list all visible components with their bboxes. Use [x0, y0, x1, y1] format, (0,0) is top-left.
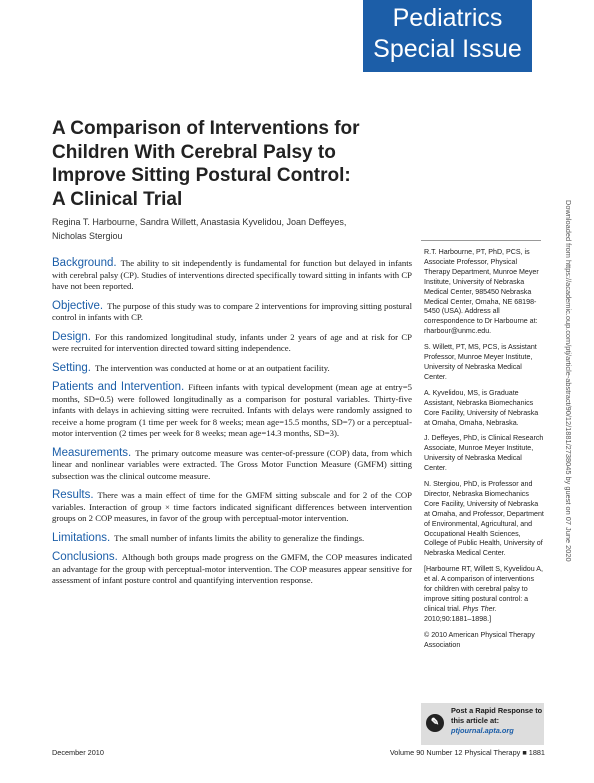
abstract-measurements — [52, 448, 412, 483]
abstract-limitations — [52, 533, 412, 545]
abstract-objective — [52, 301, 412, 324]
abstract-background — [52, 258, 412, 293]
section-heading: Measurements. — [52, 446, 132, 459]
citation-pre: [Harbourne RT, Willett S, Kyvelidou A, et al. A comparison of interventions for children with cerebral palsy to improve sitting postural control: a clinical trial. — [424, 565, 543, 613]
section-heading: Setting. — [52, 361, 91, 374]
citation-post: 2010;90:1881–1898.] — [424, 614, 492, 623]
author-affiliations — [424, 248, 544, 657]
download-stamp-text: Downloaded from https://academic.oup.com/ptj/article-abstract/90/12/1881/2738045 by guest on 07 June 2020 — [564, 200, 573, 562]
section-text: Fifteen infants with typical development (mean age at entry=5 months, SD=0.5) were followed longitudinally as a comparison for postural variables. Thirty-five infants with delays in achieving sitting were recruited. Infants with delays were randomly assigned to receive a home program (1 time per week for 8 weeks; mean age=15.5 months, SD=7) or a perceptual-motor intervention (2 times per week for 8 weeks; mean age=14.3 months, SD=3). — [52, 382, 412, 438]
title-line: A Clinical Trial — [52, 188, 183, 210]
section-heading: Objective. — [52, 299, 104, 312]
banner-line-1: Pediatrics — [392, 4, 503, 32]
rapid-response-box[interactable] — [421, 703, 544, 745]
title-line: Children With Cerebral Palsy to — [52, 141, 336, 163]
affiliation: N. Stergiou, PhD, is Professor and Director, Nebraska Biomechanics Core Facility, University of Nebraska at Omaha, and Professor, Department of Environmental, Agricultural, and Occupational Health Sciences, College of Public Health, University of Nebraska Medical Center. — [424, 480, 544, 558]
download-stamp — [564, 200, 583, 600]
abstract — [52, 258, 412, 595]
abstract-conclusions — [52, 552, 412, 587]
section-text: The intervention was conducted at home or at an outpatient facility. — [95, 362, 330, 373]
section-heading: Background. — [52, 257, 117, 269]
citation — [424, 565, 544, 624]
affiliation: R.T. Harbourne, PT, PhD, PCS, is Associate Professor, Physical Therapy Department, Munroe Meyer Institute, University of Nebraska Medical Center, 985450 Nebraska Medical Center, Omaha, NE 68198-5450 (USA). Address all correspondence to Dr Harbourne at: rharbour@unmc.edu. — [424, 248, 539, 336]
special-issue-banner — [363, 0, 532, 72]
rapid-response-link[interactable]: ptjournal.apta.org — [451, 726, 514, 735]
copyright: © 2010 American Physical Therapy Association — [424, 630, 535, 649]
section-text: There was a main effect of time for the GMFM sitting subscale and for 2 of the COP variables. Interaction of group × time factors indicated significant differences between intervention groups on 2 COP measures, in favor of the group with perceptual-motor intervention. — [52, 490, 412, 523]
title-line: Improve Sitting Postural Control: — [52, 165, 351, 186]
section-text: The purpose of this study was to compare 2 interventions for improving sitting postural control in infants with CP. — [52, 300, 412, 322]
abstract-design — [52, 332, 412, 355]
section-text: The primary outcome measure was center-of-pressure (COP) data, from which linear and nonlinear variables were extracted. The Gross Motor Function Measure (GMFM) sitting subsection was the clinical outcome measure. — [52, 447, 412, 481]
section-heading: Limitations. — [52, 531, 111, 544]
section-heading: Design. — [52, 330, 91, 343]
rapid-response-line-1: Post a Rapid Response to — [451, 706, 543, 715]
affiliation: S. Willett, PT, MS, PCS, is Assistant Professor, Munroe Meyer Institute, University of Nebraska Medical Center. — [424, 343, 537, 381]
section-heading: Patients and Intervention. — [52, 381, 185, 393]
abstract-setting — [52, 363, 412, 375]
article-title — [52, 117, 402, 211]
rapid-response-icon: ✎ — [426, 714, 444, 732]
section-text: The ability to sit independently is fundamental for function but delayed in infants with cerebral palsy (CP). Studies of interventions directed specifically toward sitting in infants with CP have not been reported. — [52, 258, 412, 291]
author-list — [52, 215, 392, 243]
rapid-response-line-2: this article at: — [451, 716, 500, 725]
section-heading: Results. — [52, 489, 94, 501]
footer-date: December 2010 — [52, 748, 104, 757]
sidebar-divider — [421, 240, 541, 241]
title-line: A Comparison of Interventions for — [52, 118, 360, 139]
section-text: Although both groups made progress on the GMFM, the COP measures indicated an advantage for the group with perceptual-motor intervention. The COP measures appear sensitive for assessment of infant posture control and quantifying intervention response. — [52, 552, 412, 585]
author-line: Regina T. Harbourne, Sandra Willett, Anastasia Kyvelidou, Joan Deffeyes, — [52, 217, 347, 227]
abstract-results — [52, 490, 412, 525]
section-text: The small number of infants limits the ability to generalize the findings. — [114, 532, 365, 543]
footer-volume: Volume 90 Number 12 Physical Therapy ■ 1881 — [389, 748, 545, 757]
affiliation: J. Deffeyes, PhD, is Clinical Research Associate, Munroe Meyer Institute, University of Nebraska Medical Center. — [424, 434, 544, 473]
abstract-patients — [52, 382, 412, 440]
affiliation: A. Kyvelidou, MS, is Graduate Assistant, Nebraska Biomechanics Core Facility, University of Nebraska at Omaha, Omaha, Nebraska. — [424, 388, 539, 427]
section-heading: Conclusions. — [52, 551, 118, 563]
citation-journal: Phys Ther. — [462, 604, 497, 613]
banner-line-2: Special Issue — [373, 35, 522, 63]
section-text: For this randomized longitudinal study, infants under 2 years of age and at risk for CP were recruited for intervention directed toward sitting independence. — [52, 331, 412, 353]
author-line: Nicholas Stergiou — [52, 231, 123, 241]
